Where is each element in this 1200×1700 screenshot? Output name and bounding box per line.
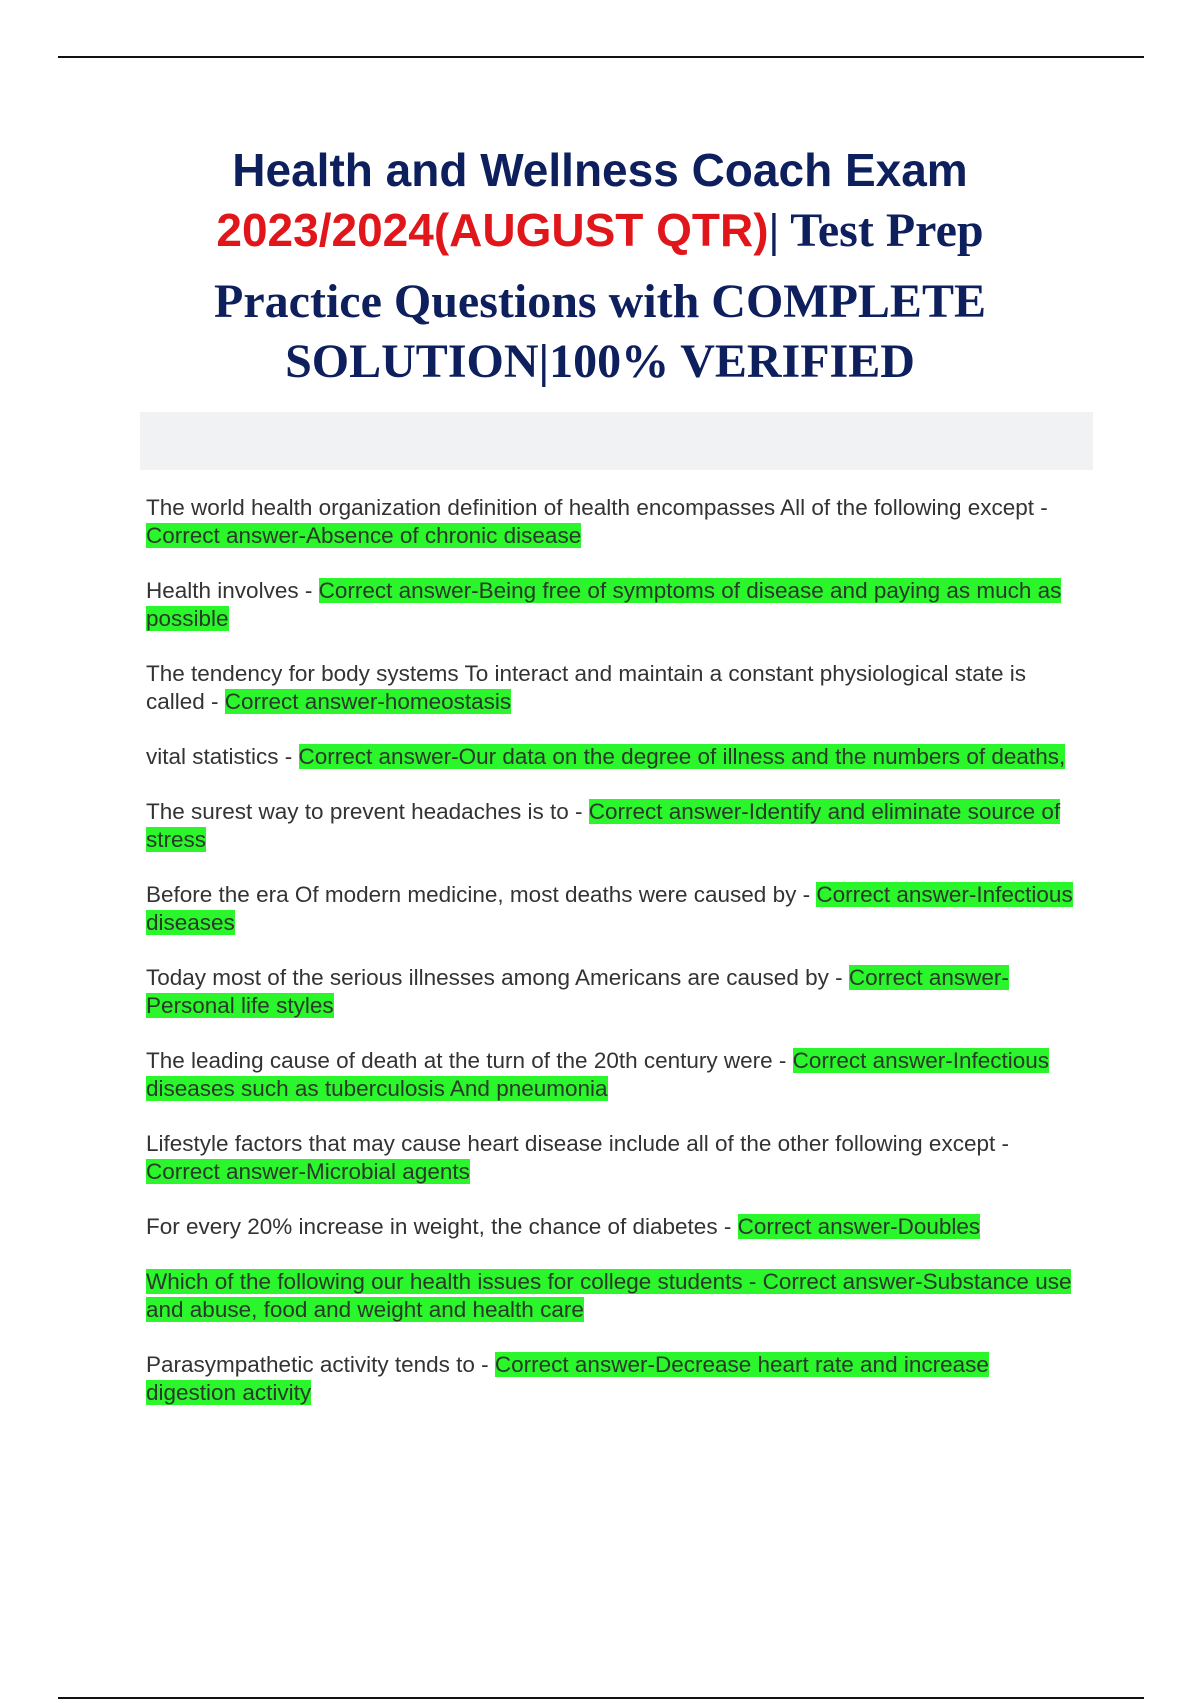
title-line-2-rest: | Test Prep xyxy=(768,204,984,257)
answer-highlight: Correct answer-Being free of symptoms of disease and paying as much as possible xyxy=(146,578,1062,631)
qa-item xyxy=(146,660,1081,716)
qa-item xyxy=(146,1268,1081,1324)
answer-highlight: Correct answer-Personal life styles xyxy=(146,965,1009,1018)
question-text: The surest way to prevent headaches is to - xyxy=(146,799,589,824)
qa-item xyxy=(146,1047,1081,1103)
question-text: The world health organization definition of health encompasses All of the following except - xyxy=(146,495,1048,520)
qa-item xyxy=(146,1130,1081,1186)
qa-item xyxy=(146,881,1081,937)
question-text: Health involves - xyxy=(146,578,319,603)
question-text: Lifestyle factors that may cause heart disease include all of the other following except - xyxy=(146,1131,1009,1156)
qa-list xyxy=(146,494,1081,1434)
answer-highlight: Correct answer-Infectious diseases xyxy=(146,882,1073,935)
title-line-4: SOLUTION|100% VERIFIED xyxy=(285,335,915,388)
answer-highlight: Correct answer-homeostasis xyxy=(224,689,512,714)
answer-highlight: Correct answer-Decrease heart rate and increase digestion activity xyxy=(146,1352,989,1405)
answer-highlight: Correct answer-Microbial agents xyxy=(146,1159,470,1184)
answer-highlight: Correct answer-Identify and eliminate source of stress xyxy=(146,799,1061,852)
qa-item xyxy=(146,964,1081,1020)
question-text: Before the era Of modern medicine, most deaths were caused by - xyxy=(146,882,817,907)
answer-highlight: Correct answer-Doubles xyxy=(737,1214,981,1239)
answer-highlight: Correct answer-Absence of chronic disease xyxy=(146,523,582,548)
qa-item xyxy=(146,798,1081,854)
question-text: For every 20% increase in weight, the chance of diabetes - xyxy=(146,1214,738,1239)
qa-item xyxy=(146,743,1081,771)
bottom-rule xyxy=(58,1697,1144,1699)
top-rule xyxy=(58,56,1144,58)
question-text: The leading cause of death at the turn of the 20th century were - xyxy=(146,1048,793,1073)
qa-item xyxy=(146,1351,1081,1407)
answer-highlight: Which of the following our health issues for college students - Correct answer-Substance use and abuse, food and weight and health care xyxy=(146,1269,1072,1322)
document-title xyxy=(100,140,1100,392)
title-line-1: Health and Wellness Coach Exam xyxy=(232,144,968,196)
question-text: Today most of the serious illnesses among Americans are caused by - xyxy=(146,965,849,990)
blank-banner xyxy=(140,412,1093,470)
title-line-2 xyxy=(100,200,1100,272)
qa-item xyxy=(146,494,1081,550)
question-text: vital statistics - xyxy=(146,744,299,769)
title-year-highlight: 2023/2024(AUGUST QTR) xyxy=(216,204,769,256)
title-line-3: Practice Questions with COMPLETE xyxy=(214,275,986,328)
answer-highlight: Correct answer-Infectious diseases such as tuberculosis And pneumonia xyxy=(146,1048,1050,1101)
question-text: Parasympathetic activity tends to - xyxy=(146,1352,495,1377)
qa-item xyxy=(146,1213,1081,1241)
question-text: The tendency for body systems To interact and maintain a constant physiological state is called - xyxy=(146,661,1027,714)
answer-highlight: Correct answer-Our data on the degree of illness and the numbers of deaths, xyxy=(298,744,1066,769)
qa-item xyxy=(146,577,1081,633)
